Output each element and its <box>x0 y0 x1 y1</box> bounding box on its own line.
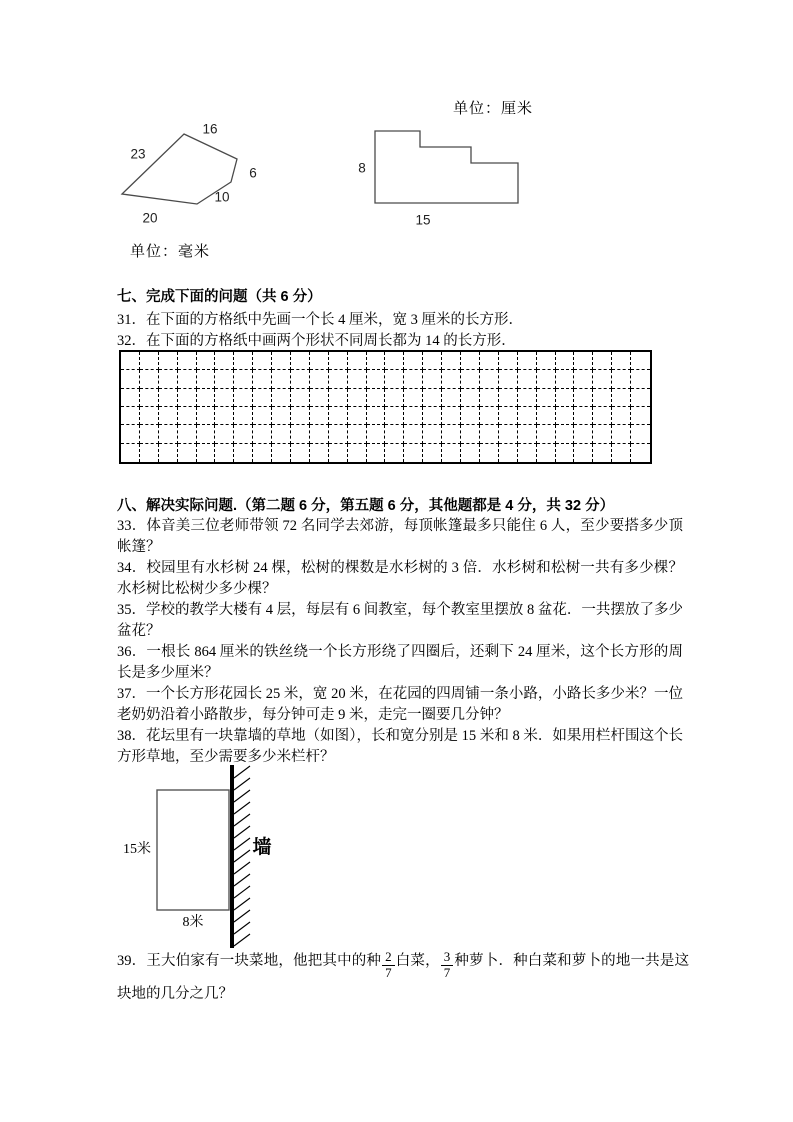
grid-cell <box>612 425 631 443</box>
fraction-three-sevenths <box>441 950 454 981</box>
grid-cell <box>197 407 216 425</box>
grid-cell <box>593 389 612 407</box>
grid-cell <box>291 444 310 462</box>
grid-cell <box>215 425 234 443</box>
unit-label-millimeter: 单位：毫米 <box>130 244 211 260</box>
staircase-width-label: 15 <box>415 212 431 228</box>
grid-cell <box>367 352 386 370</box>
question-39 <box>117 948 689 1007</box>
grid-cell <box>121 407 140 425</box>
grid-cell <box>461 444 480 462</box>
grid-cell <box>461 352 480 370</box>
grid-cell <box>556 352 575 370</box>
grid-cell <box>178 370 197 388</box>
grid-cell <box>423 407 442 425</box>
q38-wall-figure <box>110 760 310 955</box>
pentagon-side-left-label: 23 <box>130 146 146 162</box>
grid-cell <box>499 407 518 425</box>
q39-text-prefix: 39．王大伯家有一块菜地，他把其中的种 <box>117 953 382 969</box>
grid-cell <box>140 352 159 370</box>
q38-height-label: 15米 <box>123 842 151 858</box>
grid-cell <box>253 370 272 388</box>
grid-cell <box>537 370 556 388</box>
grid-cell <box>140 444 159 462</box>
grid-cell <box>480 425 499 443</box>
grid-cell <box>121 425 140 443</box>
grid-cell <box>631 352 650 370</box>
grid-cell <box>612 389 631 407</box>
grid-cell <box>234 352 253 370</box>
grid-cell <box>348 370 367 388</box>
grid-cell <box>537 352 556 370</box>
grid-cell <box>593 444 612 462</box>
grid-cell <box>631 444 650 462</box>
grid-cell <box>121 370 140 388</box>
grid-cell <box>310 425 329 443</box>
question-34: 34．校园里有水杉树 24 棵，松树的棵数是水杉树的 3 倍．水杉树和松树一共有多少棵？水杉树比松树少多少棵？ <box>117 560 683 597</box>
grid-cell <box>461 425 480 443</box>
grid-cell <box>178 444 197 462</box>
grid-cell <box>367 407 386 425</box>
grid-cell <box>253 389 272 407</box>
grid-cell <box>499 370 518 388</box>
grid-cell <box>272 425 291 443</box>
grid-cell <box>329 444 348 462</box>
grid-cell <box>140 425 159 443</box>
section8-heading: 八、解决实际问题.（第二题 6 分，第五题 6 分，其他题都是 4 分，共 32 分） <box>117 498 615 514</box>
grid-cell <box>178 407 197 425</box>
grid-cell <box>574 370 593 388</box>
unit-label-centimeter: 单位：厘米 <box>453 101 534 117</box>
grid-cell <box>593 425 612 443</box>
grid-cell <box>215 370 234 388</box>
lawn-rectangle <box>157 790 229 910</box>
grid-cell <box>234 407 253 425</box>
grid-cell <box>631 407 650 425</box>
grid-cell <box>310 352 329 370</box>
grid-cell <box>442 389 461 407</box>
grid-cell <box>480 370 499 388</box>
fraction-denominator: 7 <box>385 965 392 980</box>
grid-cell <box>556 389 575 407</box>
grid-cell <box>593 352 612 370</box>
grid-cell <box>461 370 480 388</box>
grid-cell <box>593 407 612 425</box>
grid-cell <box>631 389 650 407</box>
grid-cell <box>329 352 348 370</box>
grid-cell <box>631 425 650 443</box>
grid-cell <box>215 444 234 462</box>
grid-cell <box>574 444 593 462</box>
q39-text-middle: 白菜， <box>395 953 440 969</box>
grid-cell <box>631 370 650 388</box>
grid-cell <box>442 370 461 388</box>
grid-cell <box>348 444 367 462</box>
grid-cell <box>291 425 310 443</box>
grid-cell <box>215 389 234 407</box>
q38-wall-label: 墙 <box>252 837 272 859</box>
grid-cell <box>291 389 310 407</box>
grid-cell <box>140 370 159 388</box>
grid-cell <box>159 407 178 425</box>
grid-cell <box>310 389 329 407</box>
grid-cell <box>461 389 480 407</box>
grid-cell <box>121 389 140 407</box>
grid-cell <box>272 444 291 462</box>
staircase-height-label: 8 <box>358 160 366 176</box>
grid-cell <box>404 444 423 462</box>
grid-cell <box>461 407 480 425</box>
grid-cell <box>310 407 329 425</box>
grid-cell <box>499 444 518 462</box>
grid-cell <box>159 389 178 407</box>
grid-cell <box>234 425 253 443</box>
grid-cell <box>423 370 442 388</box>
grid-cell <box>480 444 499 462</box>
grid-cell <box>178 352 197 370</box>
grid-cell <box>518 389 537 407</box>
grid-cell <box>480 407 499 425</box>
grid-cell <box>442 444 461 462</box>
grid-cell <box>367 370 386 388</box>
grid-cell <box>612 352 631 370</box>
grid-cell <box>423 444 442 462</box>
grid-cell <box>556 425 575 443</box>
grid-cell <box>499 389 518 407</box>
fraction-two-sevenths <box>382 950 395 981</box>
question-38: 38．花坛里有一块靠墙的草地（如图），长和宽分别是 15 米和 8 米．如果用栏杆围这个长方形草地，至少需要多少米栏杆？ <box>117 728 683 765</box>
grid-cell <box>178 389 197 407</box>
grid-cell <box>329 425 348 443</box>
pentagon-side-bottom-right-label: 10 <box>214 189 230 205</box>
grid-cell <box>612 444 631 462</box>
grid-cell <box>348 389 367 407</box>
grid-cell <box>140 389 159 407</box>
grid-cell <box>385 444 404 462</box>
pentagon-figure <box>105 115 275 230</box>
grid-cell <box>234 444 253 462</box>
grid-cell <box>291 352 310 370</box>
grid-cell <box>385 352 404 370</box>
grid-cell <box>385 389 404 407</box>
question-36: 36．一根长 864 厘米的铁丝绕一个长方形绕了四圈后，还剩下 24 厘米，这个长方形的周长是多少厘米？ <box>117 644 683 681</box>
grid-cell <box>159 352 178 370</box>
grid-cell <box>574 352 593 370</box>
grid-cell <box>593 370 612 388</box>
grid-cell <box>574 389 593 407</box>
grid-cell <box>367 389 386 407</box>
grid-cell <box>234 370 253 388</box>
grid-cell <box>537 389 556 407</box>
grid-cell <box>159 370 178 388</box>
grid-cell <box>404 389 423 407</box>
grid-cell <box>423 425 442 443</box>
grid-cell <box>423 389 442 407</box>
q39-text-suffix: 种萝卜．种白菜和萝卜的地一共是这块地的几分之几？ <box>117 953 690 1002</box>
grid-cell <box>348 425 367 443</box>
grid-cell <box>215 407 234 425</box>
grid-cell <box>253 407 272 425</box>
grid-cell <box>197 352 216 370</box>
question-33: 33．体音美三位老师带领 72 名同学去郊游，每顶帐篷最多只能住 6 人，至少要搭多少顶帐篷？ <box>117 518 683 555</box>
question-31: 31．在下面的方格纸中先画一个长 4 厘米，宽 3 厘米的长方形． <box>117 312 523 328</box>
grid-cell <box>121 444 140 462</box>
grid-cell <box>253 352 272 370</box>
grid-cell <box>348 352 367 370</box>
question-37: 37．一个长方形花园长 25 米，宽 20 米，在花园的四周铺一条小路，小路长多少米？一位老奶奶沿着小路散步，每分钟可走 9 米，走完一圈要几分钟？ <box>117 686 683 723</box>
pentagon-side-right-label: 6 <box>249 165 257 181</box>
grid-cell <box>197 389 216 407</box>
fraction-numerator: 2 <box>382 950 395 966</box>
grid-cell <box>423 352 442 370</box>
grid-cell <box>499 425 518 443</box>
grid-cell <box>272 352 291 370</box>
grid-cell <box>518 370 537 388</box>
staircase-shape <box>375 131 518 203</box>
staircase-figure <box>345 115 530 230</box>
grid-cell <box>556 444 575 462</box>
grid-cell <box>367 425 386 443</box>
grid-cell <box>612 407 631 425</box>
pentagon-side-top-label: 16 <box>202 121 218 137</box>
grid-cell <box>442 352 461 370</box>
grid-cell <box>385 407 404 425</box>
grid-cell <box>385 370 404 388</box>
grid-cell <box>556 370 575 388</box>
grid-cell <box>480 389 499 407</box>
grid-cell <box>291 370 310 388</box>
grid-cell <box>518 425 537 443</box>
grid-cell <box>272 407 291 425</box>
grid-cell <box>291 407 310 425</box>
grid-cell <box>480 352 499 370</box>
grid-cell <box>159 444 178 462</box>
pentagon-side-bottom-label: 20 <box>142 210 158 226</box>
grid-cell <box>537 407 556 425</box>
grid-cell <box>537 444 556 462</box>
grid-cell <box>234 389 253 407</box>
grid-cell <box>121 352 140 370</box>
grid-cell <box>348 407 367 425</box>
grid-cell <box>272 389 291 407</box>
grid-cell <box>197 425 216 443</box>
grid-cell <box>329 407 348 425</box>
section7-heading: 七、完成下面的问题（共 6 分） <box>117 289 322 305</box>
drawing-grid <box>119 350 652 464</box>
grid-cell <box>537 425 556 443</box>
grid-cell <box>612 370 631 388</box>
grid-cell <box>404 352 423 370</box>
grid-cell <box>310 370 329 388</box>
grid-cell <box>329 370 348 388</box>
grid-cell <box>159 425 178 443</box>
grid-cell <box>253 425 272 443</box>
grid-cell <box>178 425 197 443</box>
question-32: 32．在下面的方格纸中画两个形状不同周长都为 14 的长方形． <box>117 333 516 349</box>
section8-questions <box>117 516 683 768</box>
grid-cell <box>518 444 537 462</box>
grid-cell <box>404 370 423 388</box>
grid-cell <box>518 352 537 370</box>
grid-cell <box>574 425 593 443</box>
grid-cell <box>404 407 423 425</box>
fraction-numerator: 3 <box>441 950 454 966</box>
grid-cell <box>215 352 234 370</box>
grid-cell <box>197 370 216 388</box>
grid-cell <box>140 407 159 425</box>
grid-cell <box>310 444 329 462</box>
q38-width-label: 8米 <box>182 915 204 931</box>
grid-cell <box>556 407 575 425</box>
fraction-denominator: 7 <box>443 965 451 980</box>
grid-cell <box>272 370 291 388</box>
grid-cell <box>499 352 518 370</box>
grid-cell <box>197 444 216 462</box>
grid-cell <box>367 444 386 462</box>
grid-cell <box>253 444 272 462</box>
grid-cell <box>385 425 404 443</box>
grid-cell <box>442 425 461 443</box>
wall-hatching <box>234 766 250 946</box>
grid-cell <box>404 425 423 443</box>
grid-cell <box>329 389 348 407</box>
grid-cell <box>518 407 537 425</box>
question-35: 35．学校的教学大楼有 4 层，每层有 6 间教室，每个教室里摆放 8 盆花．一共摆放了多少盆花？ <box>117 602 683 639</box>
grid-cell <box>574 407 593 425</box>
grid-cell <box>442 407 461 425</box>
